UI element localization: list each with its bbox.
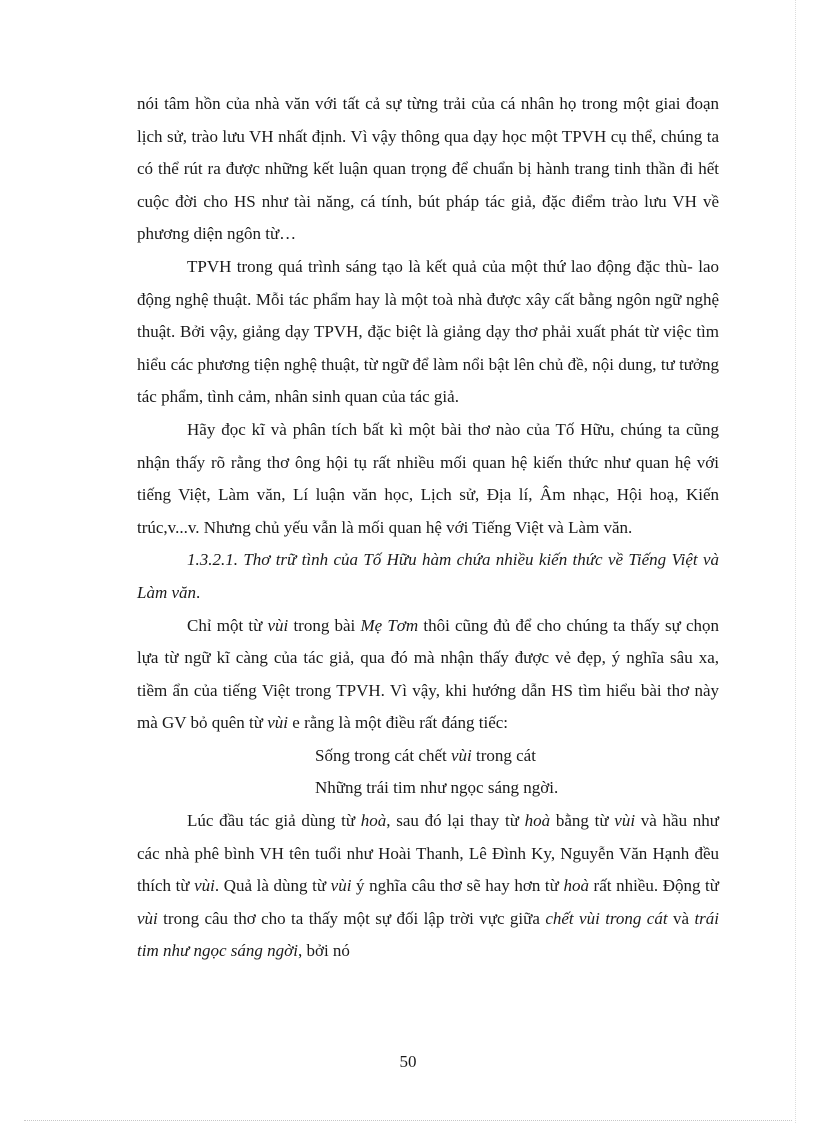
paragraph-3: Hãy đọc kĩ và phân tích bất kì một bài thơ nào của Tố Hữu, chúng ta cũng nhận thấy rõ rằng thơ ông hội tụ rất nhiều mối quan hệ kiến thức như quan hệ với tiếng Việt, Làm văn, Lí luận văn học, Lịch sử, Địa lí, Âm nhạc, Hội hoạ, Kiến trúc,v...v. Nhưng chủ yếu vẫn là mối quan hệ với Tiếng Việt và Làm văn.: [137, 419, 719, 537]
poem-line-1: [315, 740, 719, 773]
text-run: , bởi nó: [297, 941, 350, 961]
text-run: Lúc đầu tác giả dùng từ: [187, 811, 361, 831]
italic-run: vùi: [267, 713, 289, 733]
text-run: ý nghĩa câu thơ sẽ hay hơn từ: [351, 876, 564, 896]
italic-run: vùi: [614, 811, 636, 831]
text-run: và: [667, 908, 695, 928]
italic-run: vùi: [194, 876, 215, 896]
page-number: 50: [399, 1052, 417, 1071]
text-run: thôi cũng đủ để cho chúng ta thấy sự chọn lựa từ ngữ kĩ càng của tác giả, qua đó mà nhận thấy được vẻ đẹp, ý nghĩa sâu xa, tiềm ẩn của tiếng Việt trong TPVH. Vì vậy, khi hướng dẫn HS tìm hiểu bài thơ này mà GV bỏ quên từ: [137, 615, 720, 733]
italic-run: Mẹ Tơm: [360, 615, 419, 635]
italic-run: vùi: [267, 615, 289, 635]
section-heading-period: .: [196, 582, 201, 602]
italic-run: vùi: [137, 908, 158, 928]
italic-run: hoà: [360, 811, 387, 831]
text-run: và hầu như các nhà phê bình VH tên tuổi như Hoài Thanh, Lê Đình Ky, Nguyễn Văn Hạnh đều thích từ: [137, 811, 720, 896]
italic-run: chết vùi trong cát: [545, 908, 668, 928]
body-text: [137, 88, 719, 968]
text-run: trong câu thơ cho ta thấy một sự đối lập trời vực giữa: [157, 908, 546, 928]
italic-run: vùi: [450, 745, 472, 765]
text-run: trong cát: [471, 745, 536, 765]
text-run: e rằng là một điều rất đáng tiếc:: [288, 713, 509, 733]
italic-run: trái tim như ngọc sáng ngời: [137, 908, 720, 961]
page-bottom-rule: [24, 1120, 792, 1121]
text-run: , sau đó lại thay từ: [386, 811, 525, 831]
text-run: bằng từ: [550, 811, 615, 831]
text-run: rất nhiều. Động từ: [588, 876, 719, 896]
paragraph-4: [137, 610, 719, 740]
page-right-rule: [795, 0, 796, 1123]
paragraph-5: [137, 805, 719, 968]
section-heading-text: 1.3.2.1. Thơ trữ tình của Tố Hữu hàm chứa nhiều kiến thức về Tiếng Việt và Làm văn: [137, 550, 719, 602]
paragraph-2: TPVH trong quá trình sáng tạo là kết quả của một thứ lao động đặc thù- lao động nghệ thuật. Mỗi tác phẩm hay là một toà nhà được xây cất bằng ngôn ngữ nghệ thuật. Bởi vậy, giảng dạy TPVH, đặc biệt là giảng dạy thơ phải xuất phát từ việc tìm hiểu các phương tiện nghệ thuật, từ ngữ để làm nổi bật lên chủ đề, nội dung, tư tưởng tác phẩm, tình cảm, nhân sinh quan của tác giả.: [137, 256, 719, 407]
text-run: Chỉ một từ: [187, 615, 268, 635]
paragraph-1: nói tâm hồn của nhà văn với tất cả sự từng trải của cá nhân họ trong một giai đoạn lịch sử, trào lưu VH nhất định. Vì vậy thông qua dạy học một TPVH cụ thể, chúng ta có thể rút ra được những kết luận quan trọng để chuẩn bị hành trang tinh thần đi hết cuộc đời cho HS như tài năng, cá tính, bút pháp tác giả, đặc điểm trào lưu VH về phương diện ngôn từ…: [137, 94, 719, 244]
poem-quote: [137, 740, 719, 805]
text-run: . Quả là dùng từ: [214, 876, 331, 896]
italic-run: hoà: [524, 811, 551, 831]
italic-run: hoà: [563, 876, 589, 896]
italic-run: vùi: [330, 876, 352, 896]
text-run: trong bài: [288, 615, 361, 635]
text-run: Sống trong cát chết: [315, 745, 451, 765]
section-heading: [137, 544, 719, 609]
poem-line-2: Những trái tim như ngọc sáng ngời.: [315, 778, 559, 798]
